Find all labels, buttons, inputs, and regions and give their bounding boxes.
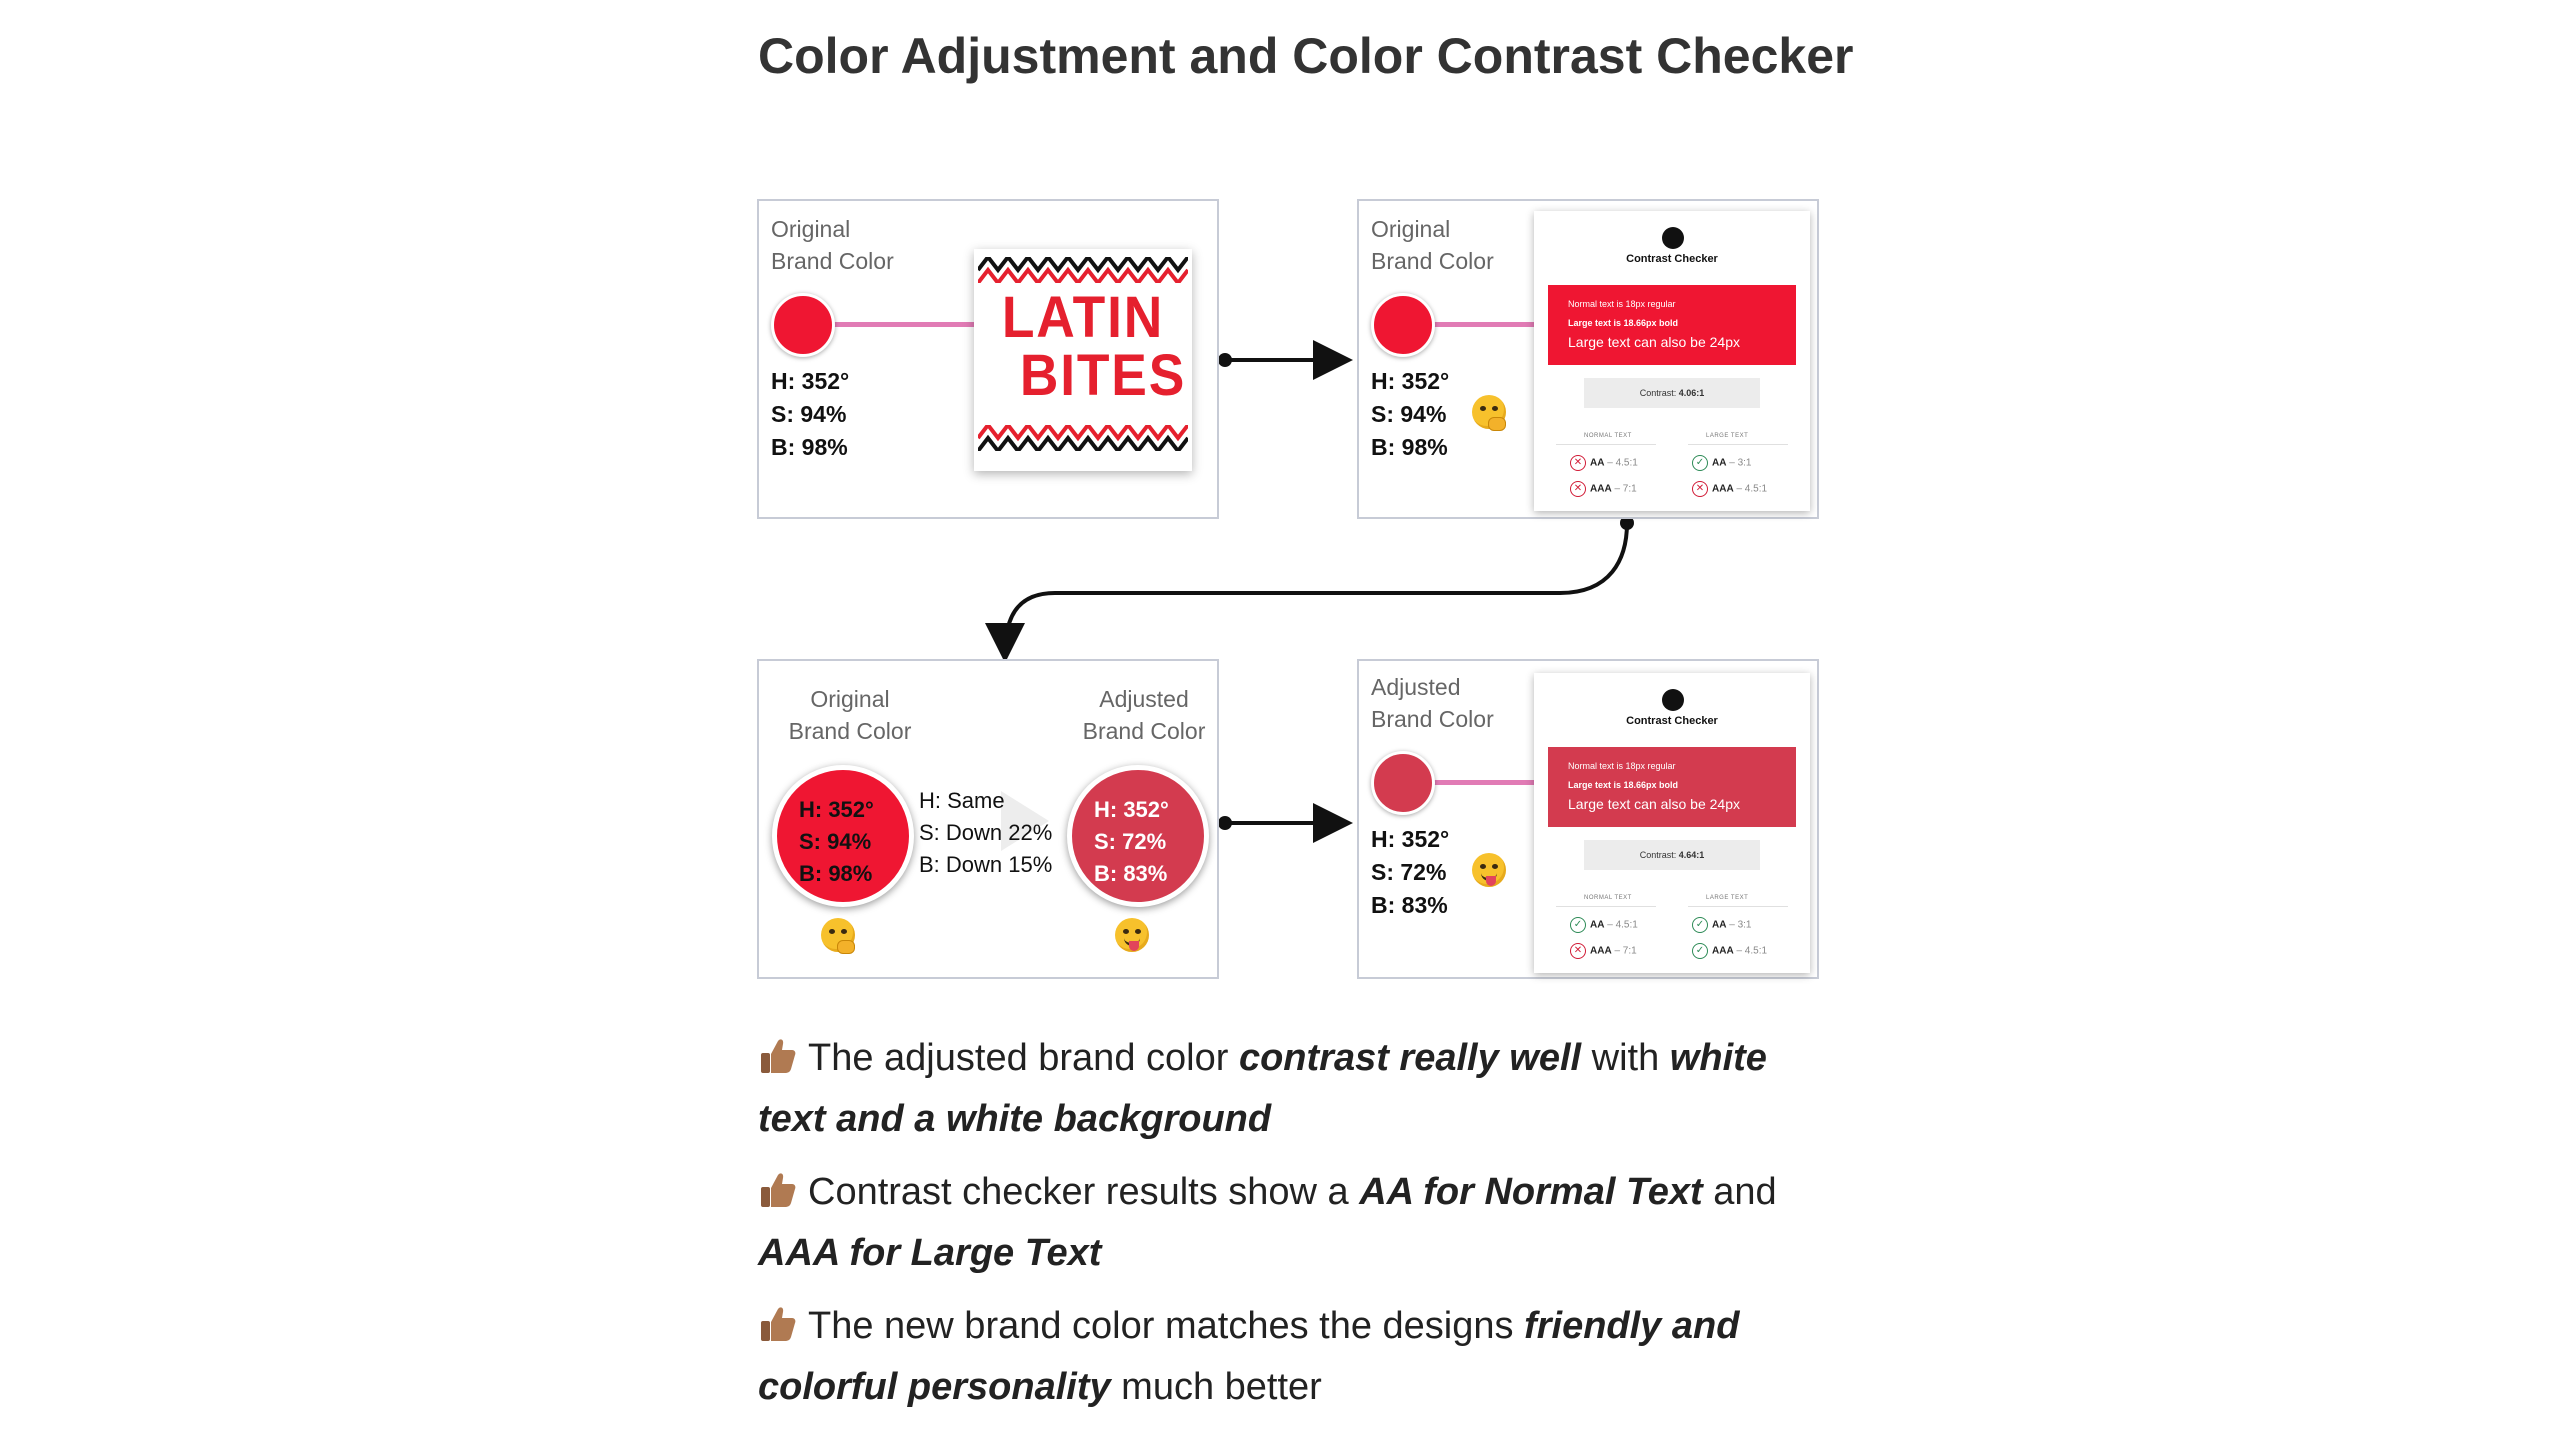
large-text-header: LARGE TEXT — [1706, 895, 1749, 901]
result-normal-aa: ✕ AA – 4.5:1 — [1570, 455, 1638, 471]
pass-icon: ✓ — [1692, 455, 1708, 471]
thinking-face-icon — [821, 918, 855, 952]
panel-label: Original Brand Color — [771, 216, 894, 274]
original-color-circle: H: 352° S: 94% B: 98% — [772, 765, 914, 907]
contrast-ratio: Contrast: 4.06:1 — [1584, 378, 1760, 408]
large-text-header: LARGE TEXT — [1706, 433, 1749, 439]
bullet-item: Contrast checker results show a AA for Normal Text and AAA for Large Text — [758, 1171, 1777, 1274]
fail-icon: ✕ — [1570, 943, 1586, 959]
contrast-preview-banner: Normal text is 18px regular Large text is 18.66px bold Large text can also be 24px — [1548, 747, 1796, 827]
contrast-checker-logo-icon — [1662, 689, 1684, 711]
hsb-values: H: 352° S: 72% B: 83% — [1371, 826, 1450, 918]
swatch-connector — [829, 322, 979, 327]
thinking-face-icon — [1472, 395, 1506, 429]
bullet-list — [758, 1028, 1828, 1430]
pass-icon: ✓ — [1692, 917, 1708, 933]
bullet-item: The new brand color matches the designs friendly and colorful personality much better — [758, 1305, 1740, 1408]
contrast-checker-title: Contrast Checker — [1626, 715, 1718, 727]
zigzag-pattern-top — [978, 257, 1188, 283]
adjusted-label: Adjusted Brand Color — [1082, 686, 1206, 744]
hsb-values: H: 352° S: 94% B: 98% — [1371, 368, 1450, 460]
contrast-preview-banner: Normal text is 18px regular Large text is 18.66px bold Large text can also be 24px — [1548, 285, 1796, 365]
logo-text-latin: LATIN — [1001, 285, 1165, 350]
arrow-top — [1218, 353, 1345, 367]
swatch-connector — [1429, 780, 1549, 785]
zigzag-pattern-bottom — [978, 425, 1188, 451]
fail-icon: ✕ — [1570, 481, 1586, 497]
thumbs-up-icon — [758, 1170, 798, 1210]
bullet-item: The adjusted brand color contrast really well with white text and a white background — [758, 1037, 1767, 1140]
panel-color-comparison — [757, 659, 1219, 979]
arrow-curve — [1005, 516, 1634, 655]
hsb-values: H: 352° S: 94% B: 98% — [771, 368, 850, 460]
normal-text-header: NORMAL TEXT — [1584, 895, 1632, 901]
contrast-checker-card — [1534, 211, 1810, 511]
fail-icon: ✕ — [1692, 481, 1708, 497]
panel-original-contrast — [1357, 199, 1819, 519]
result-normal-aaa: ✕ AAA – 7:1 — [1570, 943, 1637, 959]
result-large-aa: ✓ AA – 3:1 — [1692, 917, 1751, 933]
original-color-swatch — [771, 293, 835, 357]
tongue-face-icon — [1115, 918, 1149, 952]
adjusted-color-swatch — [1371, 751, 1435, 815]
normal-text-header: NORMAL TEXT — [1584, 433, 1632, 439]
panel-label: Adjusted Brand Color — [1371, 674, 1494, 732]
contrast-checker-card — [1534, 673, 1810, 973]
tongue-face-icon — [1472, 853, 1506, 887]
arrow-bottom — [1218, 816, 1345, 830]
result-large-aaa: ✕ AAA – 4.5:1 — [1692, 481, 1767, 497]
panel-adjusted-contrast — [1357, 659, 1819, 979]
latin-bites-logo — [974, 249, 1192, 471]
contrast-checker-logo-icon — [1662, 227, 1684, 249]
panel-label: Original Brand Color — [1371, 216, 1494, 274]
contrast-ratio: Contrast: 4.64:1 — [1584, 840, 1760, 870]
contrast-checker-title: Contrast Checker — [1626, 253, 1718, 265]
logo-text-bites: BITES — [1019, 343, 1187, 408]
result-normal-aaa: ✕ AAA – 7:1 — [1570, 481, 1637, 497]
panel-original-logo — [757, 199, 1219, 519]
adjusted-color-circle: H: 352° S: 72% B: 83% — [1067, 765, 1209, 907]
thumbs-up-icon — [758, 1036, 798, 1076]
original-label: Original Brand Color — [788, 686, 912, 744]
color-delta: H: Same S: Down 22% B: Down 15% — [919, 788, 1053, 877]
pass-icon: ✓ — [1692, 943, 1708, 959]
result-normal-aa: ✓ AA – 4.5:1 — [1570, 917, 1638, 933]
pass-icon: ✓ — [1570, 917, 1586, 933]
result-large-aaa: ✓ AAA – 4.5:1 — [1692, 943, 1767, 959]
fail-icon: ✕ — [1570, 455, 1586, 471]
swatch-connector — [1429, 322, 1549, 327]
result-large-aa: ✓ AA – 3:1 — [1692, 455, 1751, 471]
thumbs-up-icon — [758, 1304, 798, 1344]
original-color-swatch — [1371, 293, 1435, 357]
page-title: Color Adjustment and Color Contrast Checker — [758, 28, 1854, 84]
